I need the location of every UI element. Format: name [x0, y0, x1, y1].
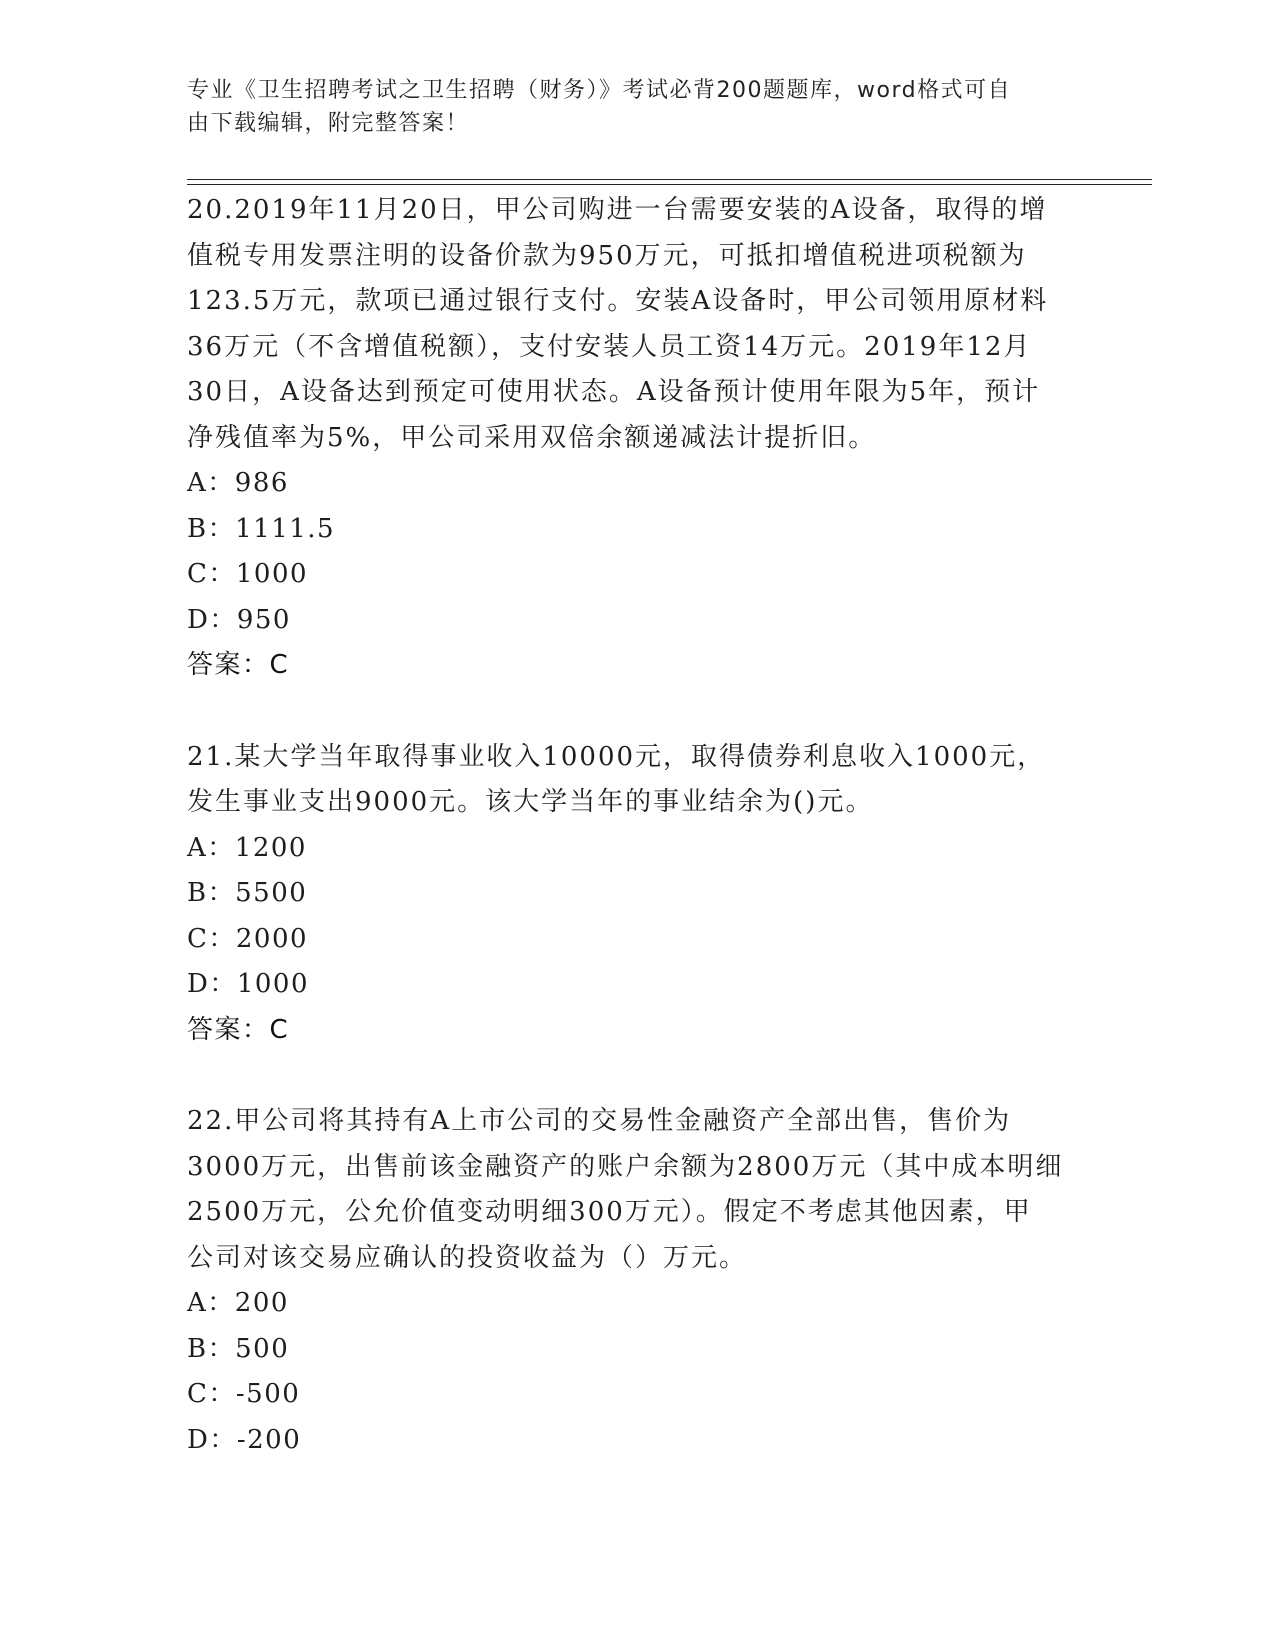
stem-line: 22.甲公司将其持有A上市公司的交易性金融资产全部出售，售价为 [187, 1106, 1012, 1136]
stem-line: 值税专用发票注明的设备价款为950万元，可抵扣增值税进项税额为 [187, 240, 1027, 271]
option-d: D：950 [187, 604, 291, 635]
stem-line: 发生事业支出9000元。该大学当年的事业结余为()元。 [187, 787, 874, 817]
option-a: A：986 [187, 468, 289, 498]
option-d: D：1000 [187, 969, 310, 999]
option-a: A：1200 [187, 832, 307, 863]
stem-line: 3000万元，出售前该金融资产的账户余额为2800万元（其中成本明细 [187, 1151, 1064, 1182]
question-list [187, 188, 1087, 1463]
header-line-1: 专业《卫生招聘考试之卫生招聘（财务）》考试必背200题题库，word格式可自 [187, 78, 1012, 103]
stem-line: 净残值率为5%，甲公司采用双倍余额递减法计提折旧。 [187, 422, 877, 453]
option-b: B：1111.5 [187, 513, 336, 544]
question-stem [187, 735, 1087, 826]
stem-line: 30日，A设备达到预定可使用状态。A设备预计使用年限为5年，预计 [187, 377, 1041, 407]
option-d: D：-200 [187, 1424, 302, 1455]
header-divider-top [187, 179, 1152, 180]
option-c: C：-500 [187, 1379, 301, 1409]
stem-line: 公司对该交易应确认的投资收益为（）万元。 [187, 1242, 748, 1273]
stem-line: 36万元（不含增值税额），支付安装人员工资14万元。2019年12月 [187, 331, 1032, 362]
stem-line: 20.2019年11月20日，甲公司购进一台需要安装的A设备，取得的增 [187, 195, 1048, 225]
question-spacer [187, 1053, 1087, 1099]
option-b: B：500 [187, 1333, 290, 1364]
option-c: C：2000 [187, 923, 309, 954]
question-spacer [187, 689, 1087, 735]
question-22 [187, 1099, 1087, 1463]
answer-line: 答案：C [187, 650, 290, 680]
question-21 [187, 735, 1087, 1054]
document-header [187, 74, 1087, 140]
answer-line: 答案：C [187, 1014, 290, 1045]
question-20 [187, 188, 1087, 689]
option-c: C：1000 [187, 559, 309, 589]
option-b: B：5500 [187, 878, 308, 908]
header-divider-bottom [187, 184, 1152, 185]
question-stem [187, 1099, 1087, 1281]
header-line-2: 由下载编辑，附完整答案！ [187, 111, 470, 136]
option-a: A：200 [187, 1288, 289, 1318]
stem-line: 2500万元，公允价值变动明细300万元）。假定不考虑其他因素，甲 [187, 1197, 1032, 1227]
stem-line: 123.5万元，款项已通过银行支付。安装A设备时，甲公司领用原材料 [187, 286, 1049, 316]
question-stem [187, 188, 1087, 461]
stem-line: 21.某大学当年取得事业收入10000元，取得债券利息收入1000元， [187, 741, 1046, 772]
